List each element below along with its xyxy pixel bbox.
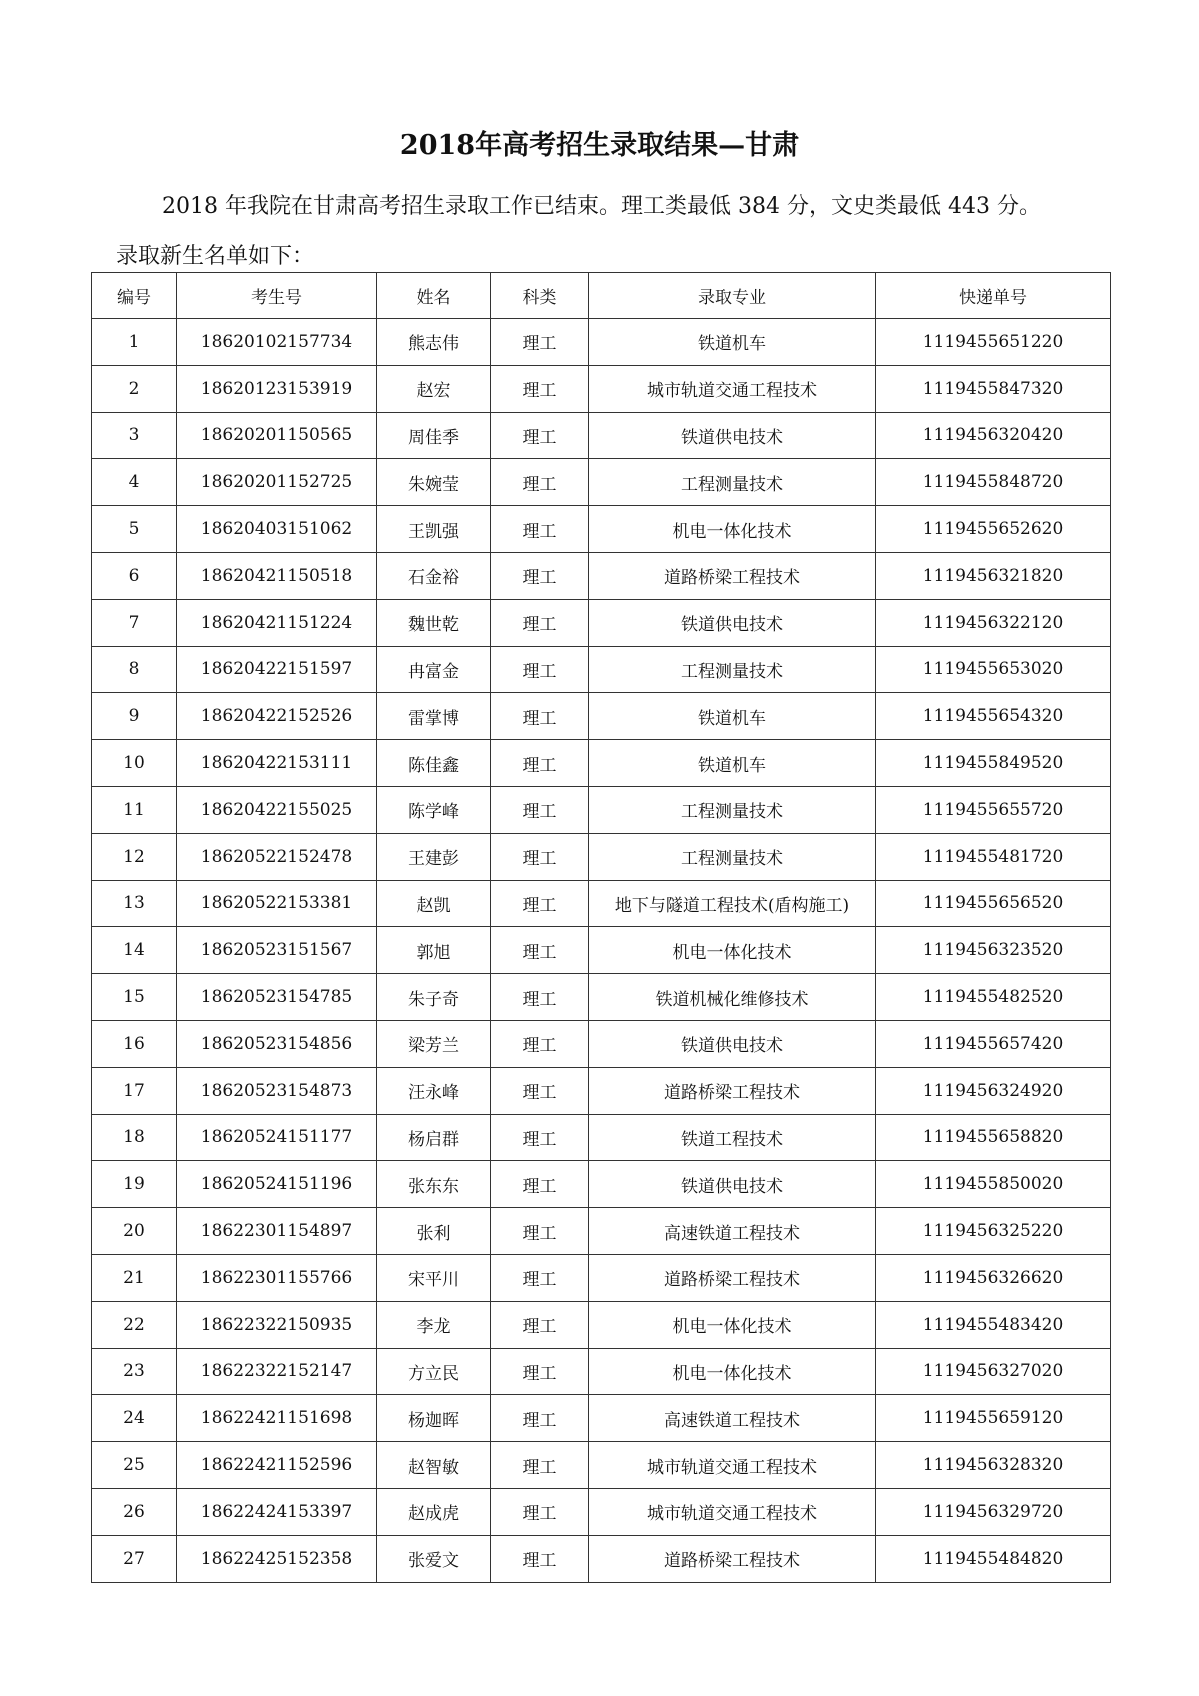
- cell-candidate-id: 18620422152526: [177, 693, 377, 740]
- table-row: [92, 1020, 1111, 1067]
- cell-tracking-number: 1119455655720: [876, 786, 1111, 833]
- cell-number: 3: [92, 412, 177, 459]
- table-row: [92, 552, 1111, 599]
- cell-tracking-number: 1119455482520: [876, 974, 1111, 1021]
- cell-tracking-number: 1119456323520: [876, 927, 1111, 974]
- cell-tracking-number: 1119455658820: [876, 1114, 1111, 1161]
- cell-candidate-id: 18620522152478: [177, 833, 377, 880]
- cell-name: 魏世乾: [377, 599, 491, 646]
- cell-category: 理工: [491, 1161, 589, 1208]
- cell-tracking-number: 1119455848720: [876, 459, 1111, 506]
- cell-candidate-id: 18622421152596: [177, 1442, 377, 1489]
- cell-major: 机电一体化技术: [589, 1301, 876, 1348]
- cell-number: 1: [92, 319, 177, 366]
- table-row: [92, 1395, 1111, 1442]
- cell-name: 汪永峰: [377, 1067, 491, 1114]
- cell-tracking-number: 1119456321820: [876, 552, 1111, 599]
- cell-tracking-number: 1119456322120: [876, 599, 1111, 646]
- cell-major: 机电一体化技术: [589, 927, 876, 974]
- cell-number: 7: [92, 599, 177, 646]
- cell-category: 理工: [491, 880, 589, 927]
- table-row: [92, 1161, 1111, 1208]
- cell-number: 2: [92, 365, 177, 412]
- cell-tracking-number: 1119455651220: [876, 319, 1111, 366]
- cell-name: 王建彭: [377, 833, 491, 880]
- cell-number: 14: [92, 927, 177, 974]
- cell-candidate-id: 18620201150565: [177, 412, 377, 459]
- cell-tracking-number: 1119456327020: [876, 1348, 1111, 1395]
- cell-candidate-id: 18620422153111: [177, 740, 377, 787]
- header-number: 编号: [92, 273, 177, 319]
- cell-major: 工程测量技术: [589, 646, 876, 693]
- cell-major: 铁道机车: [589, 693, 876, 740]
- table-row: [92, 1114, 1111, 1161]
- cell-name: 周佳季: [377, 412, 491, 459]
- cell-tracking-number: 1119455653020: [876, 646, 1111, 693]
- cell-candidate-id: 18620524151177: [177, 1114, 377, 1161]
- cell-number: 5: [92, 506, 177, 553]
- cell-major: 工程测量技术: [589, 833, 876, 880]
- header-candidate-id: 考生号: [177, 273, 377, 319]
- table-row: [92, 740, 1111, 787]
- cell-tracking-number: 1119456324920: [876, 1067, 1111, 1114]
- cell-name: 赵智敏: [377, 1442, 491, 1489]
- cell-category: 理工: [491, 459, 589, 506]
- cell-number: 19: [92, 1161, 177, 1208]
- table-row: [92, 365, 1111, 412]
- cell-category: 理工: [491, 1348, 589, 1395]
- table-row: [92, 880, 1111, 927]
- cell-name: 熊志伟: [377, 319, 491, 366]
- cell-major: 铁道供电技术: [589, 1020, 876, 1067]
- cell-number: 16: [92, 1020, 177, 1067]
- table-row: [92, 412, 1111, 459]
- intro-line-1: 2018 年我院在甘肃高考招生录取工作已结束。理工类最低 384 分，文史类最低 443 分。: [162, 194, 1041, 219]
- cell-category: 理工: [491, 1395, 589, 1442]
- cell-candidate-id: 18620403151062: [177, 506, 377, 553]
- cell-candidate-id: 18620421151224: [177, 599, 377, 646]
- cell-category: 理工: [491, 1254, 589, 1301]
- cell-name: 梁芳兰: [377, 1020, 491, 1067]
- table-row: [92, 1254, 1111, 1301]
- cell-number: 8: [92, 646, 177, 693]
- cell-category: 理工: [491, 506, 589, 553]
- cell-name: 张爱文: [377, 1535, 491, 1582]
- cell-major: 铁道机械化维修技术: [589, 974, 876, 1021]
- cell-candidate-id: 18622301155766: [177, 1254, 377, 1301]
- cell-name: 赵宏: [377, 365, 491, 412]
- cell-major: 铁道供电技术: [589, 412, 876, 459]
- cell-candidate-id: 18622322152147: [177, 1348, 377, 1395]
- cell-major: 道路桥梁工程技术: [589, 1254, 876, 1301]
- intro-line-2: 录取新生名单如下：: [116, 244, 315, 269]
- cell-tracking-number: 1119455849520: [876, 740, 1111, 787]
- table-header-row: [92, 273, 1111, 319]
- cell-candidate-id: 18620201152725: [177, 459, 377, 506]
- header-name: 姓名: [377, 273, 491, 319]
- cell-name: 李龙: [377, 1301, 491, 1348]
- cell-candidate-id: 18620422155025: [177, 786, 377, 833]
- cell-major: 铁道供电技术: [589, 1161, 876, 1208]
- cell-category: 理工: [491, 833, 589, 880]
- cell-candidate-id: 18622425152358: [177, 1535, 377, 1582]
- cell-major: 城市轨道交通工程技术: [589, 1442, 876, 1489]
- cell-name: 陈佳鑫: [377, 740, 491, 787]
- admission-table: [91, 272, 1111, 1583]
- table-row: [92, 1208, 1111, 1255]
- cell-name: 朱子奇: [377, 974, 491, 1021]
- page-title: 2018年高考招生录取结果—甘肃: [399, 130, 800, 161]
- cell-major: 铁道机车: [589, 740, 876, 787]
- cell-category: 理工: [491, 1488, 589, 1535]
- cell-tracking-number: 1119456325220: [876, 1208, 1111, 1255]
- cell-name: 杨启群: [377, 1114, 491, 1161]
- table-row: [92, 927, 1111, 974]
- cell-name: 雷掌博: [377, 693, 491, 740]
- cell-category: 理工: [491, 927, 589, 974]
- cell-category: 理工: [491, 1208, 589, 1255]
- cell-candidate-id: 18622421151698: [177, 1395, 377, 1442]
- table-row: [92, 599, 1111, 646]
- cell-number: 20: [92, 1208, 177, 1255]
- cell-major: 城市轨道交通工程技术: [589, 365, 876, 412]
- cell-name: 石金裕: [377, 552, 491, 599]
- cell-number: 24: [92, 1395, 177, 1442]
- cell-number: 15: [92, 974, 177, 1021]
- cell-number: 6: [92, 552, 177, 599]
- table-row: [92, 974, 1111, 1021]
- cell-major: 铁道工程技术: [589, 1114, 876, 1161]
- table-row: [92, 1301, 1111, 1348]
- cell-category: 理工: [491, 412, 589, 459]
- cell-category: 理工: [491, 365, 589, 412]
- cell-major: 工程测量技术: [589, 786, 876, 833]
- cell-number: 10: [92, 740, 177, 787]
- cell-number: 13: [92, 880, 177, 927]
- intro-paragraph: [116, 182, 1116, 282]
- cell-name: 王凯强: [377, 506, 491, 553]
- cell-candidate-id: 18620123153919: [177, 365, 377, 412]
- cell-tracking-number: 1119456328320: [876, 1442, 1111, 1489]
- cell-candidate-id: 18620523154856: [177, 1020, 377, 1067]
- table-row: [92, 1442, 1111, 1489]
- cell-category: 理工: [491, 693, 589, 740]
- cell-category: 理工: [491, 740, 589, 787]
- cell-name: 方立民: [377, 1348, 491, 1395]
- cell-number: 18: [92, 1114, 177, 1161]
- cell-tracking-number: 1119455847320: [876, 365, 1111, 412]
- cell-major: 道路桥梁工程技术: [589, 552, 876, 599]
- cell-number: 22: [92, 1301, 177, 1348]
- cell-number: 9: [92, 693, 177, 740]
- table-body: [92, 319, 1111, 1583]
- cell-number: 23: [92, 1348, 177, 1395]
- cell-candidate-id: 18622424153397: [177, 1488, 377, 1535]
- cell-tracking-number: 1119455483420: [876, 1301, 1111, 1348]
- cell-candidate-id: 18620523154785: [177, 974, 377, 1021]
- table-row: [92, 1488, 1111, 1535]
- cell-tracking-number: 1119455657420: [876, 1020, 1111, 1067]
- table-row: [92, 506, 1111, 553]
- cell-name: 郭旭: [377, 927, 491, 974]
- cell-candidate-id: 18622301154897: [177, 1208, 377, 1255]
- cell-category: 理工: [491, 1114, 589, 1161]
- cell-major: 道路桥梁工程技术: [589, 1067, 876, 1114]
- cell-name: 陈学峰: [377, 786, 491, 833]
- cell-major: 铁道机车: [589, 319, 876, 366]
- cell-major: 地下与隧道工程技术(盾构施工): [589, 880, 876, 927]
- cell-category: 理工: [491, 646, 589, 693]
- cell-name: 冉富金: [377, 646, 491, 693]
- cell-major: 道路桥梁工程技术: [589, 1535, 876, 1582]
- cell-number: 26: [92, 1488, 177, 1535]
- cell-candidate-id: 18622322150935: [177, 1301, 377, 1348]
- cell-major: 高速铁道工程技术: [589, 1208, 876, 1255]
- table-row: [92, 646, 1111, 693]
- cell-tracking-number: 1119455652620: [876, 506, 1111, 553]
- header-category: 科类: [491, 273, 589, 319]
- header-major: 录取专业: [589, 273, 876, 319]
- cell-category: 理工: [491, 319, 589, 366]
- cell-number: 11: [92, 786, 177, 833]
- table-row: [92, 786, 1111, 833]
- cell-category: 理工: [491, 1442, 589, 1489]
- cell-category: 理工: [491, 1301, 589, 1348]
- cell-category: 理工: [491, 599, 589, 646]
- cell-number: 17: [92, 1067, 177, 1114]
- cell-major: 工程测量技术: [589, 459, 876, 506]
- cell-candidate-id: 18620522153381: [177, 880, 377, 927]
- cell-tracking-number: 1119456329720: [876, 1488, 1111, 1535]
- table-row: [92, 833, 1111, 880]
- cell-number: 25: [92, 1442, 177, 1489]
- cell-tracking-number: 1119455656520: [876, 880, 1111, 927]
- cell-category: 理工: [491, 1020, 589, 1067]
- header-tracking-number: 快递单号: [876, 273, 1111, 319]
- cell-major: 高速铁道工程技术: [589, 1395, 876, 1442]
- cell-tracking-number: 1119455481720: [876, 833, 1111, 880]
- cell-candidate-id: 18620421150518: [177, 552, 377, 599]
- cell-name: 赵成虎: [377, 1488, 491, 1535]
- cell-category: 理工: [491, 974, 589, 1021]
- cell-tracking-number: 1119455484820: [876, 1535, 1111, 1582]
- cell-name: 张东东: [377, 1161, 491, 1208]
- cell-candidate-id: 18620422151597: [177, 646, 377, 693]
- cell-major: 机电一体化技术: [589, 506, 876, 553]
- cell-tracking-number: 1119456320420: [876, 412, 1111, 459]
- cell-name: 张利: [377, 1208, 491, 1255]
- cell-tracking-number: 1119455659120: [876, 1395, 1111, 1442]
- cell-tracking-number: 1119455850020: [876, 1161, 1111, 1208]
- cell-number: 12: [92, 833, 177, 880]
- cell-number: 21: [92, 1254, 177, 1301]
- cell-name: 杨迦晖: [377, 1395, 491, 1442]
- cell-major: 铁道供电技术: [589, 599, 876, 646]
- cell-category: 理工: [491, 786, 589, 833]
- cell-major: 城市轨道交通工程技术: [589, 1488, 876, 1535]
- cell-number: 4: [92, 459, 177, 506]
- table-row: [92, 319, 1111, 366]
- cell-candidate-id: 18620524151196: [177, 1161, 377, 1208]
- cell-category: 理工: [491, 1535, 589, 1582]
- cell-number: 27: [92, 1535, 177, 1582]
- cell-tracking-number: 1119455654320: [876, 693, 1111, 740]
- table-row: [92, 1067, 1111, 1114]
- cell-major: 机电一体化技术: [589, 1348, 876, 1395]
- table-row: [92, 1535, 1111, 1582]
- cell-tracking-number: 1119456326620: [876, 1254, 1111, 1301]
- cell-category: 理工: [491, 1067, 589, 1114]
- cell-candidate-id: 18620523151567: [177, 927, 377, 974]
- cell-candidate-id: 18620102157734: [177, 319, 377, 366]
- cell-candidate-id: 18620523154873: [177, 1067, 377, 1114]
- table-row: [92, 459, 1111, 506]
- cell-category: 理工: [491, 552, 589, 599]
- table-row: [92, 1348, 1111, 1395]
- cell-name: 赵凯: [377, 880, 491, 927]
- cell-name: 朱婉莹: [377, 459, 491, 506]
- cell-name: 宋平川: [377, 1254, 491, 1301]
- table-row: [92, 693, 1111, 740]
